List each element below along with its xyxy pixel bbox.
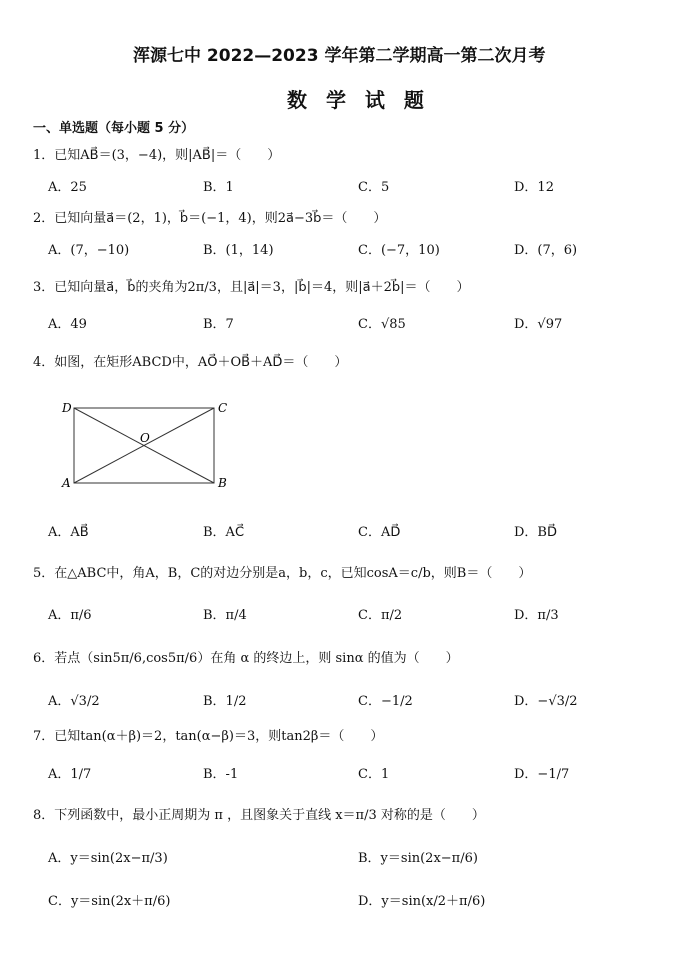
- option-b: B．y＝sin(2x−π/6): [358, 851, 478, 866]
- option-a: A．1/7: [48, 767, 92, 782]
- rectangle-figure: [58, 397, 238, 493]
- option-c: C．(−7，10): [358, 243, 440, 258]
- option-a: A．25: [48, 180, 87, 195]
- option-a: A．AB⃗: [48, 525, 89, 540]
- vertex-label-a: A: [62, 476, 71, 490]
- vertex-label-b: B: [218, 476, 227, 490]
- question-stem: 3．已知向量a⃗，b⃗的夹角为2π/3，且|a⃗|＝3，|b⃗|＝4，则|a⃗＋2b⃗|＝（ ）: [33, 280, 470, 295]
- question-stem: 6．若点（sin5π/6,cos5π/6）在角 α 的终边上，则 sinα 的值为（ ）: [33, 651, 459, 666]
- option-b: B．π/4: [203, 608, 247, 623]
- option-d: D．√97: [514, 317, 563, 332]
- option-a: A．y＝sin(2x−π/3): [48, 851, 168, 866]
- option-c: C．−1/2: [358, 694, 413, 709]
- option-c: C．AD⃗: [358, 525, 401, 540]
- question-stem: 8．下列函数中，最小正周期为 π ，且图象关于直线 x＝π/3 对称的是（ ）: [33, 808, 485, 823]
- option-b: B．(1，14): [203, 243, 274, 258]
- vertex-label-c: C: [218, 401, 228, 415]
- option-d: D．−√3/2: [514, 694, 578, 709]
- question-stem: 2．已知向量a⃗＝(2，1)，b⃗＝(−1，4)，则2a⃗−3b⃗＝（ ）: [33, 211, 387, 226]
- vertex-label-d: D: [62, 401, 72, 415]
- question-stem: 1．已知AB⃗＝(3，−4)，则|AB⃗|＝（ ）: [33, 148, 281, 163]
- option-d: D．(7，6): [514, 243, 578, 258]
- option-c: C．π/2: [358, 608, 403, 623]
- question-stem: 7．已知tan(α＋β)＝2，tan(α−β)＝3，则tan2β＝（ ）: [33, 729, 384, 744]
- option-d: D．BD⃗: [514, 525, 557, 540]
- exam-title: 浑源七中 2022—2023 学年第二学期高一第二次月考: [133, 46, 546, 66]
- option-d: D．y＝sin(x/2＋π/6): [358, 894, 486, 909]
- option-c: C．5: [358, 180, 390, 195]
- option-c: C．1: [358, 767, 390, 782]
- option-d: D．12: [514, 180, 554, 195]
- option-a: A．(7，−10): [48, 243, 130, 258]
- option-b: B．AC⃗: [203, 525, 245, 540]
- option-d: D．−1/7: [514, 767, 570, 782]
- section-heading: 一、单选题（每小题 5 分）: [33, 121, 195, 136]
- question-stem: 4．如图，在矩形ABCD中，AO⃗＋OB⃗＋AD⃗＝（ ）: [33, 355, 348, 370]
- option-d: D．π/3: [514, 608, 559, 623]
- subject-title: 数 学 试 题: [287, 88, 430, 112]
- option-a: A．√3/2: [48, 694, 100, 709]
- option-a: A．49: [48, 317, 87, 332]
- question-stem: 5．在△ABC中，角A，B，C的对边分别是a，b，c，已知cosA＝c/b，则B＝（ ）: [33, 566, 532, 581]
- option-b: B．1/2: [203, 694, 247, 709]
- option-c: C．y＝sin(2x＋π/6): [48, 894, 171, 909]
- option-c: C．√85: [358, 317, 406, 332]
- option-b: B．7: [203, 317, 234, 332]
- center-label-o: O: [140, 431, 150, 445]
- option-b: B．1: [203, 180, 234, 195]
- option-b: B．-1: [203, 767, 239, 782]
- option-a: A．π/6: [48, 608, 92, 623]
